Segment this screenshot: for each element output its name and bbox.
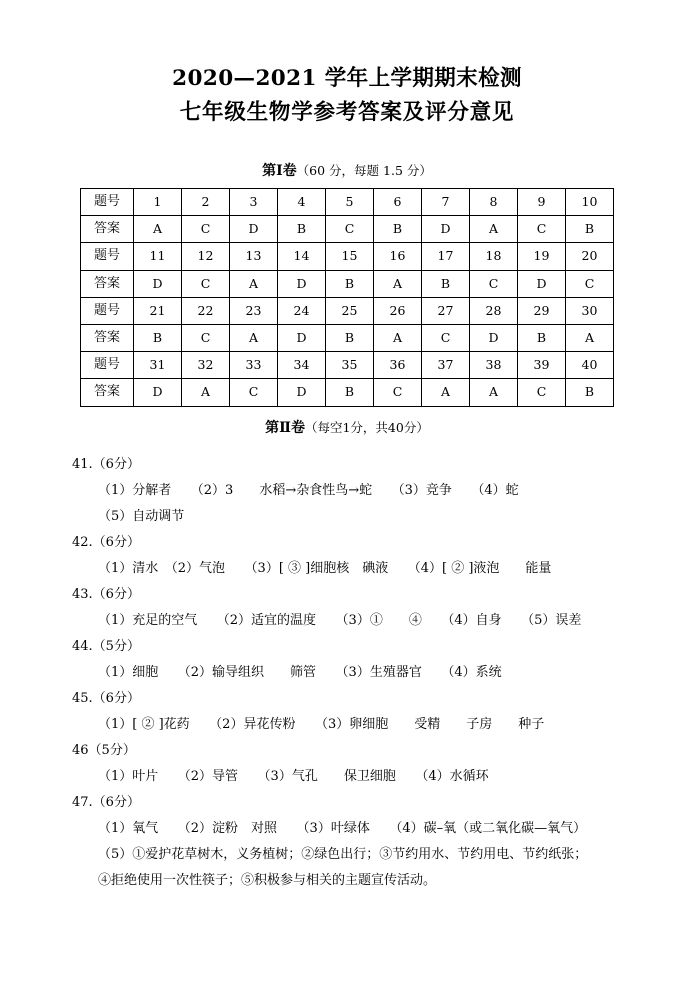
table-row	[81, 216, 614, 243]
answer-cell: C	[518, 379, 566, 406]
question-number-cell: 30	[566, 297, 614, 324]
question-number-cell: 16	[374, 243, 422, 270]
question-number-cell: 32	[182, 352, 230, 379]
answer-cell: B	[326, 325, 374, 352]
answer-cell: C	[326, 216, 374, 243]
section-1-note: （60 分，每题 1.5 分）	[296, 163, 432, 178]
question-answer-group	[0, 452, 694, 530]
question-answer-group	[0, 530, 694, 582]
question-answer-group	[0, 738, 694, 790]
answer-cell: C	[374, 379, 422, 406]
answer-cell: B	[326, 379, 374, 406]
question-number-cell: 34	[278, 352, 326, 379]
question-number-cell: 13	[230, 243, 278, 270]
section-2-name: 第Ⅱ卷	[265, 420, 305, 436]
answer-cell: A	[230, 325, 278, 352]
answer-cell: D	[278, 379, 326, 406]
table-row	[81, 297, 614, 324]
answer-cell: C	[182, 270, 230, 297]
row-label-question-number: 题号	[81, 352, 134, 379]
row-label-question-number: 题号	[81, 243, 134, 270]
question-answer-group	[0, 582, 694, 634]
question-number-cell: 4	[278, 189, 326, 216]
question-number-cell: 18	[470, 243, 518, 270]
table-row	[81, 270, 614, 297]
question-number-cell: 5	[326, 189, 374, 216]
question-answer-group	[0, 790, 694, 894]
answer-cell: D	[518, 270, 566, 297]
question-number-cell: 27	[422, 297, 470, 324]
answer-cell: B	[566, 379, 614, 406]
answer-cell: A	[374, 325, 422, 352]
question-number-cell: 35	[326, 352, 374, 379]
question-number-cell: 21	[134, 297, 182, 324]
question-answer-group	[0, 686, 694, 738]
answer-cell: B	[566, 216, 614, 243]
answer-cell: A	[230, 270, 278, 297]
question-number-and-score: 41.（6分）	[72, 457, 140, 472]
answer-line: （1）氧气 （2）淀粉 对照 （3）叶绿体 （4）碳–氧（或二氧化碳—氧气）	[98, 821, 587, 836]
document-title	[0, 62, 694, 130]
answer-cell: D	[278, 270, 326, 297]
answer-cell: A	[374, 270, 422, 297]
answer-cell: A	[566, 325, 614, 352]
section-1-name: 第Ⅰ卷	[262, 163, 297, 179]
section-heading-part-2	[0, 417, 694, 437]
question-number-cell: 29	[518, 297, 566, 324]
question-number-cell: 20	[566, 243, 614, 270]
row-label-answer: 答案	[81, 216, 134, 243]
objective-answer-table	[80, 188, 614, 407]
question-number-cell: 11	[134, 243, 182, 270]
question-number-and-score: 44.（5分）	[72, 639, 140, 654]
answer-cell: B	[518, 325, 566, 352]
answer-line: （5）自动调节	[98, 509, 185, 524]
answer-cell: C	[422, 325, 470, 352]
question-number-and-score: 42.（6分）	[72, 535, 140, 550]
answer-cell: A	[182, 379, 230, 406]
row-label-answer: 答案	[81, 379, 134, 406]
question-number-cell: 7	[422, 189, 470, 216]
question-number-cell: 28	[470, 297, 518, 324]
question-answer-group	[0, 634, 694, 686]
question-number-cell: 10	[566, 189, 614, 216]
title-line-2: 七年级生物学参考答案及评分意见	[179, 100, 515, 125]
question-number-cell: 19	[518, 243, 566, 270]
question-number-cell: 40	[566, 352, 614, 379]
answer-line: （1）充足的空气 （2）适宜的温度 （3）① ④ （4）自身 （5）误差	[98, 613, 582, 628]
question-number-cell: 12	[182, 243, 230, 270]
question-number-cell: 17	[422, 243, 470, 270]
subjective-answers-list	[0, 452, 694, 894]
table-row	[81, 189, 614, 216]
question-number-and-score: 45.（6分）	[72, 691, 140, 706]
answer-cell: C	[566, 270, 614, 297]
question-number-and-score: 46（5分）	[72, 743, 136, 758]
answer-cell: D	[422, 216, 470, 243]
question-number-cell: 15	[326, 243, 374, 270]
answer-line: （5）①爱护花草树木，义务植树；②绿色出行；③节约用水、节约用电、节约纸张；	[98, 847, 588, 862]
row-label-question-number: 题号	[81, 297, 134, 324]
question-number-cell: 26	[374, 297, 422, 324]
answer-cell: C	[230, 379, 278, 406]
answer-cell: D	[134, 379, 182, 406]
answer-cell: A	[134, 216, 182, 243]
question-number-cell: 6	[374, 189, 422, 216]
question-number-cell: 8	[470, 189, 518, 216]
answer-cell: C	[470, 270, 518, 297]
answer-cell: D	[278, 325, 326, 352]
question-number-and-score: 43.（6分）	[72, 587, 140, 602]
answer-cell: B	[134, 325, 182, 352]
table-row	[81, 379, 614, 406]
question-number-cell: 9	[518, 189, 566, 216]
answer-cell: D	[134, 270, 182, 297]
question-number-cell: 24	[278, 297, 326, 324]
answer-cell: C	[182, 325, 230, 352]
question-number-cell: 38	[470, 352, 518, 379]
answer-line: （1）清水 （2）气泡 （3）[ ③ ]细胞核 碘液 （4）[ ② ]液泡 能量	[98, 561, 552, 576]
row-label-question-number: 题号	[81, 189, 134, 216]
answer-cell: D	[470, 325, 518, 352]
row-label-answer: 答案	[81, 270, 134, 297]
answer-line: （1）叶片 （2）导管 （3）气孔 保卫细胞 （4）水循环	[98, 769, 489, 784]
answer-cell: C	[182, 216, 230, 243]
question-number-cell: 36	[374, 352, 422, 379]
question-number-cell: 3	[230, 189, 278, 216]
answer-line: （1）细胞 （2）输导组织 筛管 （3）生殖器官 （4）系统	[98, 665, 502, 680]
answer-line: ④拒绝使用一次性筷子；⑤积极参与相关的主题宣传活动。	[98, 873, 437, 888]
answer-cell: B	[422, 270, 470, 297]
question-number-cell: 1	[134, 189, 182, 216]
answer-cell: D	[230, 216, 278, 243]
answer-cell: C	[518, 216, 566, 243]
question-number-cell: 22	[182, 297, 230, 324]
answer-cell: A	[422, 379, 470, 406]
question-number-cell: 14	[278, 243, 326, 270]
question-number-cell: 23	[230, 297, 278, 324]
question-number-and-score: 47.（6分）	[72, 795, 140, 810]
row-label-answer: 答案	[81, 325, 134, 352]
answer-line: （1）[ ② ]花药 （2）异花传粉 （3）卵细胞 受精 子房 种子	[98, 717, 545, 732]
table-row	[81, 325, 614, 352]
question-number-cell: 37	[422, 352, 470, 379]
question-number-cell: 31	[134, 352, 182, 379]
question-number-cell: 33	[230, 352, 278, 379]
question-number-cell: 2	[182, 189, 230, 216]
answer-cell: A	[470, 216, 518, 243]
answer-cell: B	[374, 216, 422, 243]
question-number-cell: 39	[518, 352, 566, 379]
section-heading-part-1	[0, 160, 694, 180]
answer-line: （1）分解者 （2）3 水稻→杂食性鸟→蛇 （3）竞争 （4）蛇	[98, 483, 519, 498]
answer-cell: B	[326, 270, 374, 297]
answer-cell: A	[470, 379, 518, 406]
table-row	[81, 352, 614, 379]
section-2-note: （每空1分，共40分）	[304, 420, 429, 435]
title-line-1: 2020—2021 学年上学期期末检测	[172, 66, 522, 91]
question-number-cell: 25	[326, 297, 374, 324]
answer-cell: B	[278, 216, 326, 243]
table-row	[81, 243, 614, 270]
